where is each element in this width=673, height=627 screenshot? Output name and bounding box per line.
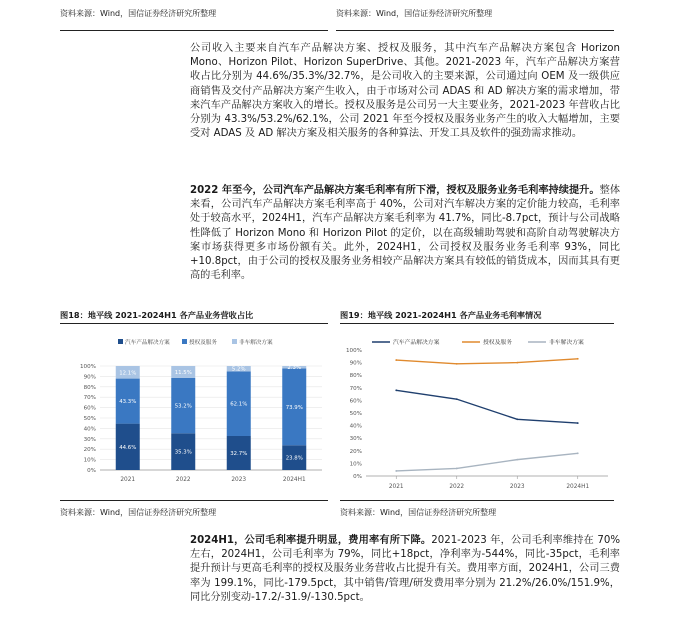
paragraph-profitability xyxy=(190,534,620,605)
series-point xyxy=(516,459,518,461)
bar-data-label: 44.6% xyxy=(119,444,137,451)
top-rule-right xyxy=(336,30,614,31)
paragraph-gross-margin xyxy=(190,184,620,283)
bar-data-label: 73.9% xyxy=(285,404,303,411)
legend-label: 授权及服务 xyxy=(483,340,512,346)
y-tick-label: 40% xyxy=(349,423,362,430)
y-tick-label: 90% xyxy=(83,374,96,381)
bar-data-label: 32.7% xyxy=(230,450,248,457)
figure-18-source: 资料来源：Wind，国信证券经济研究所整理 xyxy=(60,508,217,517)
series-point xyxy=(516,362,518,364)
figure-18-title: 图18：地平线 2021-2024H1 各产品业务营收占比 xyxy=(60,310,254,320)
paragraph-profitability-lead: 2024H1，公司毛利率提升明显，费用率有所下降。 xyxy=(190,535,432,546)
y-tick-label: 60% xyxy=(83,405,96,412)
bar-data-label: 35.3% xyxy=(174,449,192,456)
y-tick-label: 80% xyxy=(83,384,96,391)
y-tick-label: 30% xyxy=(83,436,96,443)
bar-data-label: 5.2% xyxy=(231,366,246,373)
figure-19-title: 图19：地平线 2021-2024H1 各产品业务毛利率情况 xyxy=(340,310,542,320)
y-tick-label: 0% xyxy=(87,468,96,474)
figure-bottom-rule-right xyxy=(340,500,614,501)
series-point xyxy=(395,359,397,361)
figure-19-title-rule xyxy=(340,323,614,324)
bar-data-label: 43.3% xyxy=(119,399,137,406)
legend-swatch xyxy=(118,339,123,344)
top-source-right: 资料来源：Wind，国信证券经济研究所整理 xyxy=(336,9,493,18)
series-point xyxy=(395,389,397,391)
bar-data-label: 11.5% xyxy=(174,369,192,376)
y-tick-label: 60% xyxy=(349,398,362,405)
figure-18-title-rule xyxy=(60,323,328,324)
y-tick-label: 80% xyxy=(349,373,362,380)
legend-label: 汽车产品解决方案 xyxy=(125,340,170,346)
series-point xyxy=(577,452,579,454)
series-point xyxy=(577,358,579,360)
series-line xyxy=(396,359,578,364)
series-point xyxy=(395,470,397,472)
series-point xyxy=(456,398,458,400)
y-tick-label: 0% xyxy=(353,474,362,480)
legend-label: 授权及服务 xyxy=(189,340,217,346)
series-line xyxy=(396,390,578,423)
paragraph-profitability-body: 2021-2023 年，公司毛利率维持在 70%左右，2024H1，公司毛利率为 79%，同比+18pct，净利率为-544%，同比-35pct，毛利率提升预计与更高毛利率的授权及服务业务营收占比提升有关。费用率方面，2024H1，公司三费率为 199.1%，同比-179.5pct，其中销售/管理/研发费用率分别为 21.2%/26.0%/151.9%，同比分别变动-17.2/-31.9/-130.5pct。 xyxy=(190,535,620,603)
x-tick-label: 2021 xyxy=(388,484,404,490)
series-point xyxy=(456,363,458,365)
gross-margin-line-chart xyxy=(340,328,615,498)
paragraph-revenue: 公司收入主要来自汽车产品解决方案、授权及服务，其中汽车产品解决方案包含 Horizon Mono、Horizon Pilot、Horizon SuperDrive、其他。2021-2023 年，汽车产品解决方案营收占比分别为 44.6%/35.3%/32.7%，是公司收入的主要来源，公司通过向 OEM 及一级供应商销售及交付产品解决方案产生收入，由于市场对公司 ADAS 和 AD 解决方案的需求增加，带来汽车产品解决方案收入的增长。授权及服务是公司另一大主要业务，2021-2023 年营收占比分别为 43.3%/53.2%/62.1%，公司 2021 年至今授权及服务业务产生的收入大幅增加，主要受对 ADAS 及 AD 解决方案及相关服务的各种算法、开发工具及软件的强劲需求推动。 xyxy=(190,43,620,140)
y-tick-label: 50% xyxy=(83,416,96,422)
y-tick-label: 70% xyxy=(83,395,96,402)
bar-data-label: 23.8% xyxy=(285,455,303,462)
y-tick-label: 100% xyxy=(80,364,96,370)
paragraph-gross-margin-lead: 2022 年至今，公司汽车产品解决方案毛利率有所下滑，授权及服务业务毛利率持续提升。 xyxy=(190,185,600,196)
series-point xyxy=(577,422,579,424)
legend-label: 汽车产品解决方案 xyxy=(393,340,440,346)
y-tick-label: 70% xyxy=(349,385,362,392)
y-tick-label: 90% xyxy=(349,360,362,367)
bar-data-label: 62.1% xyxy=(230,401,248,408)
revenue-share-stacked-bar-chart xyxy=(60,328,330,498)
y-tick-label: 50% xyxy=(349,411,362,417)
x-tick-label: 2022 xyxy=(175,477,191,483)
series-point xyxy=(456,468,458,470)
x-tick-label: 2023 xyxy=(231,477,247,483)
y-tick-label: 20% xyxy=(83,447,96,454)
y-tick-label: 10% xyxy=(83,457,96,464)
legend-swatch xyxy=(182,339,187,344)
x-tick-label: 2022 xyxy=(449,484,465,490)
x-tick-label: 2024H1 xyxy=(282,477,306,483)
bar-data-label: 12.1% xyxy=(119,370,137,377)
figure-bottom-rule-left xyxy=(60,500,328,501)
bar-data-label: 53.2% xyxy=(174,403,192,410)
top-source-left: 资料来源：Wind，国信证券经济研究所整理 xyxy=(60,9,217,18)
y-tick-label: 40% xyxy=(83,426,96,433)
x-tick-label: 2024H1 xyxy=(566,484,590,490)
legend-label: 非车解决方案 xyxy=(549,340,584,346)
bar-data-label: 2.3% xyxy=(287,365,302,372)
series-point xyxy=(516,418,518,420)
y-tick-label: 20% xyxy=(349,448,362,455)
legend-label: 非车解决方案 xyxy=(239,340,273,346)
y-tick-label: 10% xyxy=(349,461,362,468)
top-rule-left xyxy=(60,30,328,31)
y-tick-label: 100% xyxy=(346,348,362,354)
figure-19-source: 资料来源：Wind，国信证券经济研究所整理 xyxy=(340,508,497,517)
x-tick-label: 2023 xyxy=(509,484,525,490)
y-tick-label: 30% xyxy=(349,436,362,443)
legend-swatch xyxy=(232,339,237,344)
x-tick-label: 2021 xyxy=(120,477,136,483)
paragraph-gross-margin-body: 整体来看，公司汽车产品解决方案毛利率高于 40%，公司对汽车解决方案的定价能力较高，毛利率处于较高水平，2024H1，汽车产品解决方案毛利率为 41.7%，同比-8.7pct，预计与公司战略性降低了 Horizon Mono 和 Horizon Pilot 的定价，以在高级辅助驾驶和高阶自动驾驶解决方案市场获得更多市场份额有关。此外，2024H1，公司授权及服务业务毛利率 93%，同比+10.8pct，由于公司的授权及服务业务相较产品解决方案具有较低的销货成本，因而其具有更高的毛利率。 xyxy=(190,185,621,282)
series-line xyxy=(396,453,578,471)
